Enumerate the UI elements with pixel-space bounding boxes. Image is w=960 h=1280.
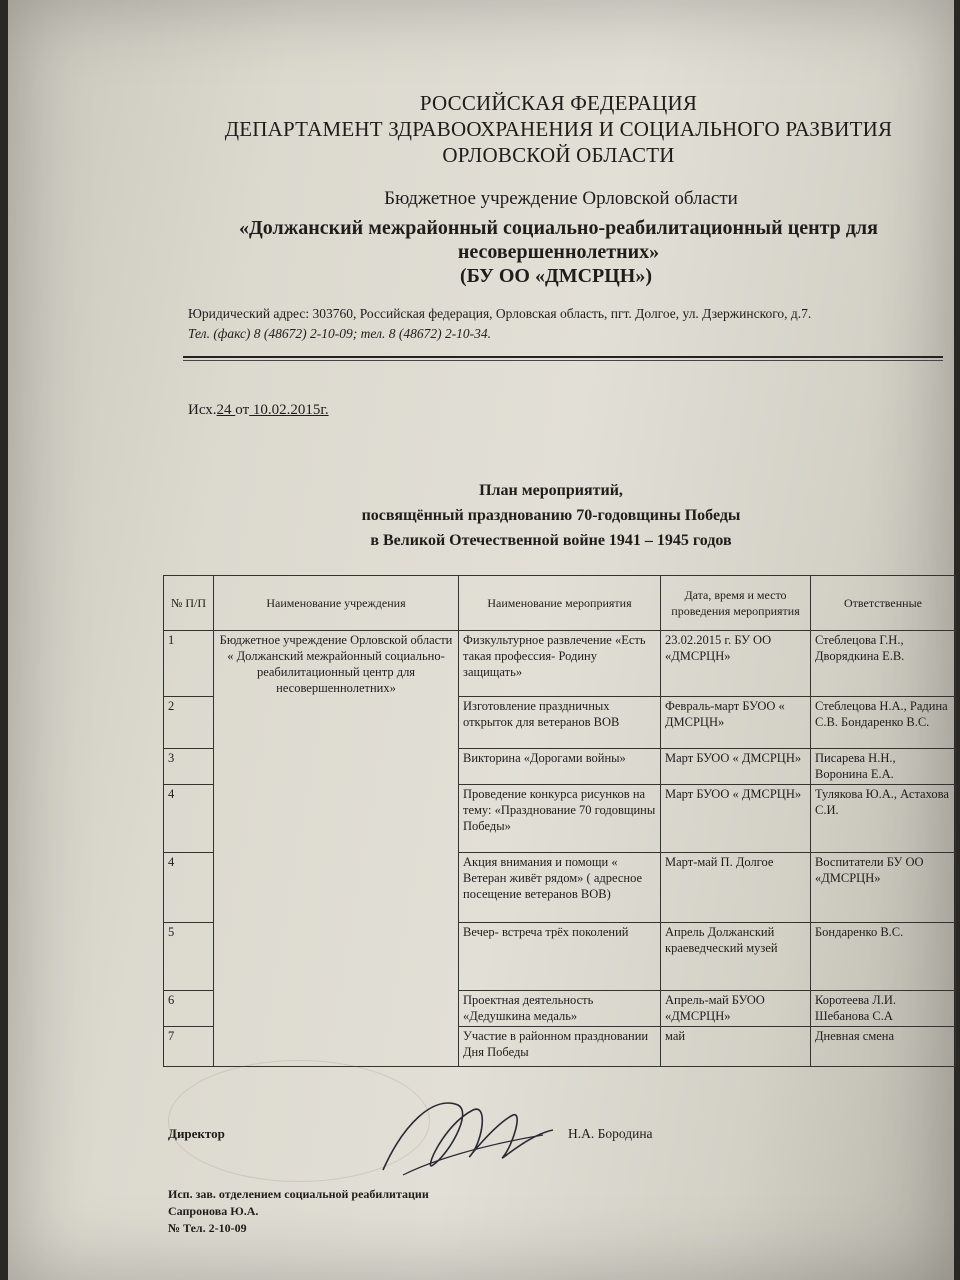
outgoing-reference bbox=[188, 402, 329, 419]
date-place-cell: 23.02.2015 г. БУ ОО «ДМСРЦН» bbox=[661, 631, 811, 697]
plan-title bbox=[148, 478, 954, 553]
event-cell: Участие в районном праздновании Дня Победы bbox=[459, 1027, 661, 1067]
executor-phone: № Тел. 2-10-09 bbox=[168, 1221, 247, 1235]
col-header-date-place: Дата, время и место проведения мероприятия bbox=[661, 576, 811, 631]
header-country: РОССИЙСКАЯ ФЕДЕРАЦИЯ bbox=[419, 91, 698, 115]
legal-address: Юридический адрес: 303760, Российская федерация, Орловская область, пгт. Долгое, ул. Дзержинского, д.7. bbox=[188, 306, 812, 321]
document-page bbox=[8, 0, 954, 1280]
event-cell: Акция внимания и помощи « Ветеран живёт рядом» ( адресное посещение ветеранов ВОВ) bbox=[459, 853, 661, 923]
col-header-event: Наименование мероприятия bbox=[459, 576, 661, 631]
responsible-cell: Стеблецова Г.Н., Дворядкина Е.В. bbox=[811, 631, 956, 697]
responsible-cell: Стеблецова Н.А., Радина С.В. Бондаренко В.С. bbox=[811, 697, 956, 749]
table-row bbox=[164, 631, 956, 697]
event-cell: Изготовление праздничных открыток для ветеранов ВОВ bbox=[459, 697, 661, 749]
responsible-cell: Воспитатели БУ ОО «ДМСРЦН» bbox=[811, 853, 956, 923]
org-type: Бюджетное учреждение Орловской области bbox=[384, 188, 738, 209]
responsible-cell: Писарева Н.Н., Воронина Е.А. bbox=[811, 749, 956, 785]
plan-title-line2: посвящённый празднованию 70-годовщины Победы bbox=[361, 507, 741, 524]
org-name-line2: несовершеннолетних» bbox=[457, 241, 660, 263]
events-table bbox=[163, 575, 956, 1067]
address-block bbox=[188, 304, 948, 344]
org-name bbox=[163, 216, 954, 264]
outgoing-date: 10.02.2015г. bbox=[249, 402, 329, 418]
date-place-cell: Апрель-май БУОО «ДМСРЦН» bbox=[661, 991, 811, 1027]
event-cell: Вечер- встреча трёх поколений bbox=[459, 923, 661, 991]
row-num: 3 bbox=[164, 749, 214, 785]
header-department: ДЕПАРТАМЕНТ ЗДРАВООХРАНЕНИЯ И СОЦИАЛЬНОГО РАЗВИТИЯ bbox=[224, 117, 893, 141]
responsible-cell: Дневная смена bbox=[811, 1027, 956, 1067]
date-place-cell: Апрель Должанский краеведческий музей bbox=[661, 923, 811, 991]
col-header-num: № П/П bbox=[164, 576, 214, 631]
executor-name: Сапронова Ю.А. bbox=[168, 1204, 259, 1218]
phone-line: Тел. (факс) 8 (48672) 2-10-09; тел. 8 (48672) 2-10-34. bbox=[188, 326, 492, 341]
row-num: 4 bbox=[164, 785, 214, 853]
row-num: 5 bbox=[164, 923, 214, 991]
date-place-cell: Март-май П. Долгое bbox=[661, 853, 811, 923]
plan-title-line1: План мероприятий, bbox=[479, 482, 623, 499]
director-signature bbox=[363, 1085, 563, 1185]
responsible-cell: Бондаренко В.С. bbox=[811, 923, 956, 991]
event-cell: Викторина «Дорогами войны» bbox=[459, 749, 661, 785]
outgoing-from: от bbox=[235, 402, 250, 418]
event-cell: Проектная деятельность «Дедушкина медаль» bbox=[459, 991, 661, 1027]
event-cell: Физкультурное развлечение «Есть такая профессия- Родину защищать» bbox=[459, 631, 661, 697]
executor-block bbox=[168, 1186, 429, 1237]
header-divider bbox=[183, 356, 943, 358]
responsible-cell: Коротеева Л.И. Шебанова С.А bbox=[811, 991, 956, 1027]
date-place-cell: Март БУОО « ДМСРЦН» bbox=[661, 785, 811, 853]
responsible-cell: Тулякова Ю.А., Астахова С.И. bbox=[811, 785, 956, 853]
header-divider-thin bbox=[183, 360, 943, 361]
date-place-cell: май bbox=[661, 1027, 811, 1067]
col-header-institution: Наименование учреждения bbox=[214, 576, 459, 631]
table-header-row bbox=[164, 576, 956, 631]
row-num: 4 bbox=[164, 853, 214, 923]
row-num: 7 bbox=[164, 1027, 214, 1067]
org-abbreviation: (БУ ОО «ДМСРЦН») bbox=[459, 265, 653, 287]
outgoing-prefix: Исх. bbox=[188, 402, 217, 418]
institution-cell: Бюджетное учреждение Орловской области « Должанский межрайонный социально-реабилитационный центр для несовершеннолетних» bbox=[214, 631, 459, 1067]
date-place-cell: Март БУОО « ДМСРЦН» bbox=[661, 749, 811, 785]
plan-title-line3: в Великой Отечественной войне 1941 – 1945 годов bbox=[370, 532, 732, 549]
executor-role: Исп. зав. отделением социальной реабилитации bbox=[168, 1187, 429, 1201]
row-num: 1 bbox=[164, 631, 214, 697]
ministry-header bbox=[8, 90, 954, 168]
outgoing-number: 24 bbox=[216, 402, 236, 418]
row-num: 6 bbox=[164, 991, 214, 1027]
director-label: Директор bbox=[168, 1126, 225, 1141]
col-header-responsible: Ответственные bbox=[811, 576, 956, 631]
date-place-cell: Февраль-март БУОО « ДМСРЦН» bbox=[661, 697, 811, 749]
director-name: Н.А. Бородина bbox=[568, 1126, 653, 1141]
org-name-line1: «Должанский межрайонный социально-реабилитационный центр для bbox=[239, 217, 878, 239]
row-num: 2 bbox=[164, 697, 214, 749]
header-region: ОРЛОВСКОЙ ОБЛАСТИ bbox=[442, 143, 675, 167]
event-cell: Проведение конкурса рисунков на тему: «Празднование 70 годовщины Победы» bbox=[459, 785, 661, 853]
